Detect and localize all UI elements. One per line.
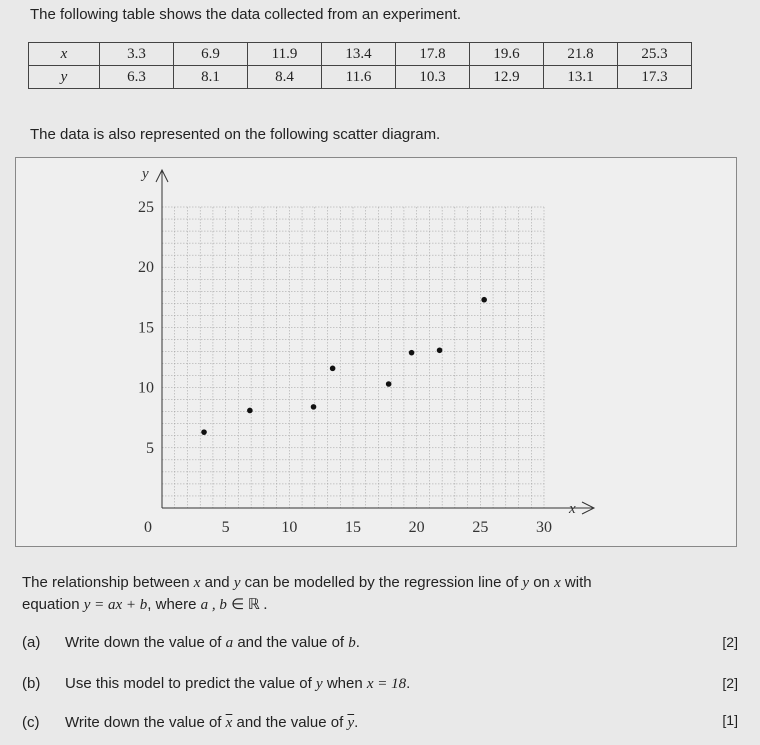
y-tick-label: 5 — [146, 439, 154, 457]
y-tick-label: 20 — [138, 259, 154, 277]
x-tick-label: 30 — [536, 519, 552, 536]
scatter-point — [247, 408, 253, 414]
table-cell: 12.9 — [470, 66, 544, 89]
table-cell: 17.8 — [396, 43, 470, 66]
scatter-point — [437, 347, 443, 353]
table-header-x: x — [29, 43, 100, 66]
table-cell: 21.8 — [544, 43, 618, 66]
table-row-x — [29, 43, 692, 66]
table-cell: 3.3 — [100, 43, 174, 66]
y-tick-label: 25 — [138, 199, 154, 216]
relationship-line-1: The relationship between x and y can be modelled by the regression line of y on x with — [22, 574, 592, 591]
relationship-text — [22, 572, 592, 616]
scatter-point — [330, 366, 336, 372]
y-axis-label: y — [142, 166, 149, 182]
table-cell: 11.6 — [322, 66, 396, 89]
x-tick-label: 20 — [408, 519, 425, 536]
scatter-point — [311, 404, 317, 410]
scatter-point — [409, 350, 415, 356]
x-tick-label: 10 — [281, 519, 298, 536]
scatter-point — [481, 297, 487, 303]
x-axis-label: x — [569, 501, 576, 517]
table-cell: 10.3 — [396, 66, 470, 89]
marks-b: [2] — [722, 675, 738, 691]
scatter-point — [386, 381, 392, 387]
y-tick-label: 10 — [138, 379, 154, 397]
table-header-y: y — [29, 66, 100, 89]
scatter-diagram — [15, 157, 737, 547]
y-tick-label: 15 — [138, 319, 154, 337]
x-tick-label: 5 — [221, 519, 230, 536]
table-cell: 8.1 — [174, 66, 248, 89]
scatter-plot-svg — [16, 158, 736, 546]
marks-c: [1] — [722, 712, 738, 728]
data-table — [28, 42, 692, 89]
table-cell: 17.3 — [618, 66, 692, 89]
table-cell: 19.6 — [470, 43, 544, 66]
scatter-intro-text: The data is also represented on the following scatter diagram. — [30, 126, 441, 143]
table-cell: 13.4 — [322, 43, 396, 66]
table-cell: 13.1 — [544, 66, 618, 89]
table-cell: 25.3 — [618, 43, 692, 66]
origin-label: 0 — [144, 519, 152, 536]
x-tick-label: 15 — [345, 519, 361, 536]
intro-text: The following table shows the data collected from an experiment. — [30, 6, 462, 23]
table-cell: 6.3 — [100, 66, 174, 89]
x-tick-label: 25 — [472, 519, 489, 536]
table-row-y — [29, 66, 692, 89]
regression-equation: y = ax + b — [83, 597, 148, 613]
table-cell: 6.9 — [174, 43, 248, 66]
scatter-point — [201, 429, 207, 435]
marks-a: [2] — [722, 634, 738, 650]
table-cell: 8.4 — [248, 66, 322, 89]
table-cell: 11.9 — [248, 43, 322, 66]
relationship-line-2: equation y = ax + b, where a , b ∈ ℝ . — [22, 596, 268, 613]
